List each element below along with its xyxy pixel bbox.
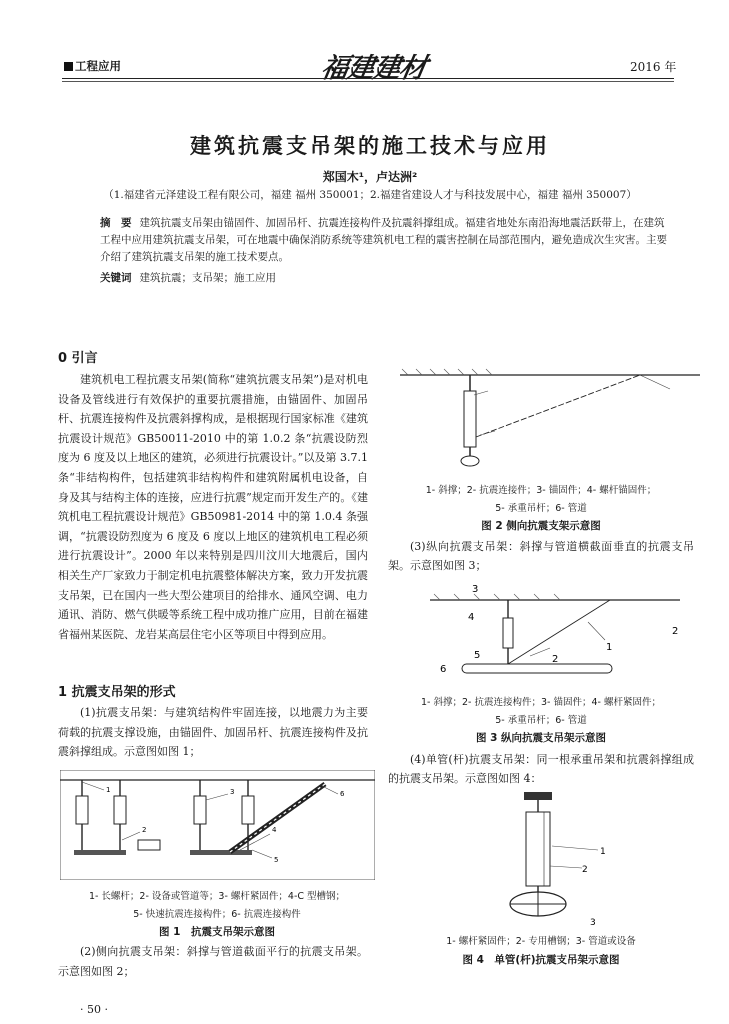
fig1-equipment [138, 840, 160, 850]
fig4-label-2: 2 [582, 865, 588, 875]
fig1-nut-a [76, 796, 88, 824]
keywords-text: 建筑抗震；支吊架；施工应用 [139, 272, 276, 284]
journal-logo: 福建建材 [318, 53, 429, 84]
fig3-label-2b: 2 [672, 626, 679, 637]
article-title: 建筑抗震支吊架的施工技术与应用 [190, 133, 550, 158]
fig1-nut-c [194, 796, 206, 824]
fig1-channel-a [74, 850, 126, 855]
fig2-diagonal-brace [476, 375, 640, 437]
square-bullet-icon [64, 62, 73, 71]
fig3-label-1: 1 [606, 642, 613, 653]
figure-4-caption: 图 4 单管(杆)抗震支吊架示意图 [462, 954, 620, 966]
abstract [100, 215, 668, 266]
keywords [100, 270, 276, 285]
fig4-channel [526, 812, 550, 886]
fig1-label-6: 6 [340, 790, 345, 798]
fig1-label-5: 5 [274, 856, 279, 864]
fig3-label-6: 6 [440, 664, 447, 675]
fig3-label-5: 5 [474, 650, 481, 661]
figure-4-legend: 1- 螺杆紧固件；2- 专用槽钢；3- 管道或设备 [446, 936, 636, 947]
fig3-label-4: 4 [468, 612, 475, 623]
header-year: 2016 年 [630, 60, 677, 74]
fig3-pipe [462, 664, 612, 673]
abstract-label: 摘 要 [100, 217, 132, 229]
section-1-heading: 1 抗震支吊架的形式 [58, 685, 176, 700]
abstract-text: 建筑抗震支吊架由锚固件、加固吊杆、抗震连接构件及抗震斜撑组成。福建省地处东南沿海地震活跃带上，在建筑工程中应用建筑抗震支吊架，可在地震中确保消防系统等建筑机电工程的震害控制在局部范围内，避免造成次生灾害。主要介绍了建筑抗震支吊架的施工技术要点。 [100, 217, 667, 263]
fig3-label-3: 3 [472, 584, 479, 595]
figure-3-legend-line-2: 5- 承重吊杆；6- 管道 [495, 715, 587, 726]
figure-2-legend-line-2: 5- 承重吊杆；6- 管道 [495, 503, 587, 514]
figure-2-legend-line-1: 1- 斜撑；2- 抗震连接件；3- 锚固件；4- 螺杆锚固件； [425, 485, 657, 496]
figure-1-caption: 图 1 抗震支吊架示意图 [159, 926, 275, 938]
figure-4-diagram [470, 792, 630, 928]
figure-3-diagram [410, 578, 700, 688]
article-authors: 郑国木¹，卢达洲² [322, 170, 418, 184]
fig2-pipe [461, 456, 479, 466]
section-0-heading: 0 引言 [58, 351, 98, 366]
form-2-paragraph: (2)侧向抗震支吊架：斜撑与管道截面平行的抗震支吊架。示意图如图 2； [58, 945, 368, 978]
fig2-vertical-member [464, 391, 476, 447]
header-rule [62, 78, 674, 79]
figure-1-diagram [60, 770, 375, 880]
fig1-nut-d [242, 796, 254, 824]
intro-paragraph: 建筑机电工程抗震支吊架(简称“建筑抗震支吊架”)是对机电设备及管线进行有效保护的重要抗震措施，由锚固件、加固吊杆、抗震连接构件及抗震斜撑构成，是根据现行国家标准《建筑抗震设计规范》GB50011-2010 中的第 1.0.2 条“抗震设防烈度为 6 度及以上地区的建筑，必须进行抗震设计。”以及第 3.7.1 条“非结构构件，包括建筑非结构构件和建筑附属机电设备，自身及其与结构主体的连接，应进行抗震”规定而开发生产的。《建筑机电工程抗震设计规范》GB50981-2014 中的第 1.0.4 条强调，“抗震设防烈度为 6 度及 6 度以上地区的建筑机电工程必须进行抗震设计”。2000 年以来特别是四川汶川大地震后，国内相关生产厂家致力于制定机电抗震整体解决方案，致力开发抗震支吊架，已在国内一些大型公建项目的给排水、通风空调、电力通讯、消防、燃气供暖等系统工程中成功推广应用，目前在福建省福州某医院、龙岩某高层住宅小区等项目中得到应用。 [58, 373, 368, 641]
fig1-label-3: 3 [230, 788, 235, 796]
figure-1-legend-line-2: 5- 快速抗震连接构件；6- 抗震连接构件 [133, 909, 301, 920]
fig1-label-4: 4 [272, 826, 277, 834]
fig4-label-1: 1 [600, 847, 606, 857]
header-rule-thin [62, 81, 674, 82]
fig4-label-3: 3 [590, 918, 596, 928]
figure-3-legend-line-1: 1- 斜撑；2- 抗震连接构件；3- 锚固件；4- 螺杆紧固件； [421, 697, 661, 708]
page-number: · 50 · [80, 1003, 108, 1016]
article-affiliation: （1.福建省元泽建设工程有限公司，福建 福州 350001；2.福建省建设人才与科技发展中心，福建 福州 350007） [103, 189, 637, 201]
figure-2-caption: 图 2 侧向抗震支架示意图 [481, 520, 601, 532]
figure-3-caption: 图 3 纵向抗震支吊架示意图 [475, 732, 607, 744]
fig3-rod-fastener [503, 618, 513, 648]
fig3-label-2a: 2 [552, 654, 559, 665]
figure-1-legend-line-1: 1- 长螺杆；2- 设备或管道等；3- 螺杆紧固件；4-C 型槽钢； [88, 891, 346, 902]
fig4-top-anchor [524, 792, 552, 800]
fig1-nut-b [114, 796, 126, 824]
fig1-channel-b [190, 850, 252, 855]
fig3-diagonal-brace [508, 600, 613, 664]
section-label: 工程应用 [64, 58, 121, 74]
form-3-paragraph: (3)纵向抗震支吊架：斜撑与管道横截面垂直的抗震支吊架。示意图如图 3； [388, 540, 694, 572]
fig1-label-1: 1 [106, 786, 111, 794]
form-1-paragraph: (1)抗震支吊架：与建筑结构件牢固连接，以地震力为主要荷载的抗震支撑设施，由锚固件、加固吊杆、抗震连接构件及抗震斜撑组成。示意图如图 1； [58, 706, 368, 759]
fig1-label-2: 2 [142, 826, 147, 834]
figure-2-diagram [400, 365, 700, 475]
keywords-label: 关键词 [100, 272, 132, 284]
form-4-paragraph: (4)单管(杆)抗震支吊架：同一根承重吊架和抗震斜撑组成的抗震支吊架。示意图如图 4： [388, 753, 694, 785]
